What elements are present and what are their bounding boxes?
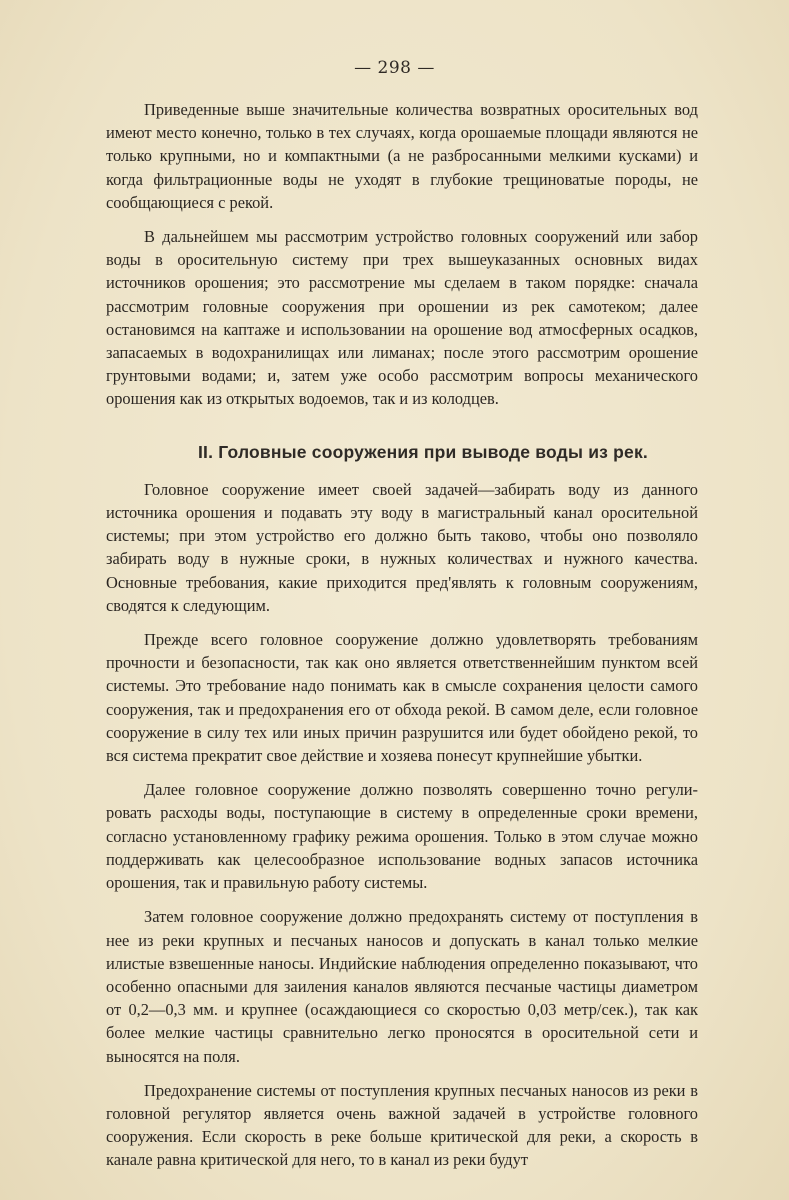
paragraph: Головное сооружение имеет своей задачей—забирать воду из данного источника орошения и подавать эту воду в магистральный канал оросительной системы; при этом устройство его должно быть таково, чтобы оно позволяло забирать воду в нужные сроки, в нужных количествах и нужного качества. Основные требования, какие приходится пред'являть к головным сооружениям, сводятся к следующим. [106, 479, 698, 615]
body-text [106, 98, 698, 1172]
paragraph: Приведенные выше значительные количества возвратных оросительных вод имеют место конечно, только в тех случаях, когда орошаемые площади являются не только крупными, но и компактными (а не разбросанными мелкими кусками) и когда фильтрационные воды не уходят в глубокие трещиноватые породы, не сообщающиеся с рекой. [106, 100, 698, 212]
paragraph: Далее головное сооружение должно позволять совершенно точно регулировать расходы воды, поступающие в систему в определенные сроки времени, согласно установленному графику режима орошения. Только в этом случае можно поддерживать как целесообразное использование водных запасов источника орошения, так и правильную работу системы. [106, 780, 698, 893]
paragraph: Прежде всего головное сооружение должно удовлетворять требованиям прочности и безопасности, так как оно является ответственнейшим пунктом всей системы. Это требование надо понимать как в смысле сохранения целости самого сооружения, так и предохранения его от обхода рекой. В самом деле, если головное сооружение в силу тех или иных причин разрушится или будет обойдено рекой, то вся система прекратит свое действие и хозяева понесут крупнейшие убытки. [106, 630, 698, 766]
paragraph: Затем головное сооружение должно предохранять систему от поступления в нее из реки крупных и песчаных наносов и допускать в канал только мелкие илистые взвешенные наносы. Индийские наблюдения определенно показывают, что особенно опасными для заиления каналов являются песчаные частицы диаметром от 0,2—0,3 мм. и крупнее (осаждающиеся со скоростью 0,03 метр/сек.), так как более мелкие частицы сравнительно легко проносятся в оросительной сети и выносятся на поля. [106, 907, 698, 1066]
paragraph: Предохранение системы от поступления крупных песчаных наносов из реки в головной регулятор является очень важной задачей в устройстве головного сооружения. Если скорость в реке больше критической для реки, а скорость в канале равна критической для него, то в канал из реки будут [106, 1080, 698, 1170]
page-number: — 298 — [354, 58, 435, 78]
section-heading: II. Головные сооружения при выводе воды из рек. [198, 441, 648, 462]
paragraph: В дальнейшем мы рассмотрим устройство головных сооружений или забор воды в оросительную систему при трех вышеуказанных основных видах источников орошения; это рассмотрение мы сделаем в таком порядке: сначала рассмотрим головные сооружения при орошении из рек самотеком; далее остановимся на каптаже и использовании на орошение вод атмосферных осадков, запасаемых в водохранилищах или лиманах; после этого рассмотрим орошение грунтовыми водами; и, затем уже особо рассмотрим вопросы механического орошения как из открытых водоемов, так и из колодцев. [106, 227, 698, 409]
